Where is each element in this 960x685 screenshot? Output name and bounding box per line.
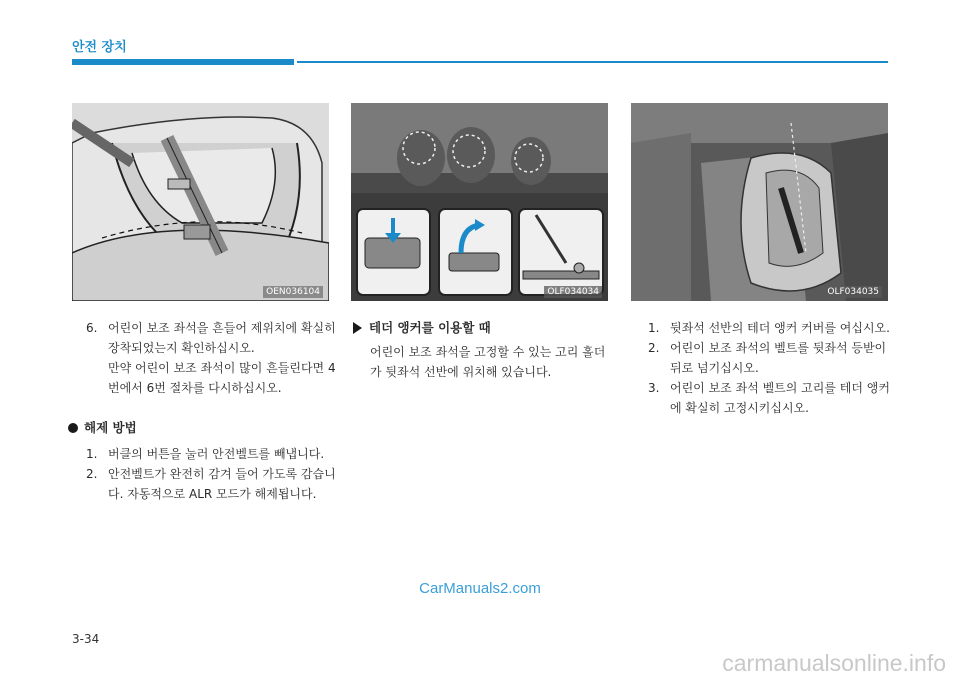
list-item: 2. 어린이 보조 좌석의 벨트를 뒷좌석 등받이 뒤로 넘기십시오.	[648, 341, 887, 375]
child-seat-belt-illustration	[72, 103, 329, 301]
installed-child-seat-photo	[631, 103, 888, 301]
column-installation-check	[86, 318, 336, 504]
tether-description: 어린이 보조 좌석을 고정할 수 있는 고리 홀더가 뒷좌석 선반에 위치해 있습니다.	[370, 345, 606, 379]
column-tether-steps	[648, 318, 898, 418]
list-item: 1. 버클의 버튼을 눌러 안전벨트를 빼냅니다.	[86, 447, 325, 461]
header-rule	[297, 61, 888, 63]
list-item: 3. 어린이 보조 좌석 벨트의 고리를 테더 앵커에 확실히 고정시키십시오.	[648, 381, 890, 415]
list-item: 2. 안전벨트가 완전히 감겨 들어 가도록 감습니다. 자동적으로 ALR 모드가 해제됩니다.	[86, 467, 336, 501]
section-title: 안전 장치	[72, 40, 127, 55]
figure-installed-child-seat	[631, 103, 888, 301]
list-item: 1. 뒷좌석 선반의 테더 앵커 커버를 여십시오.	[648, 321, 890, 335]
tether-anchor-photo	[351, 103, 608, 301]
figure-tether-anchor	[351, 103, 608, 301]
note-text: 만약 어린이 보조 좌석이 많이 흔들린다면 4번에서 6번 절차를 다시하십시오.	[108, 361, 336, 395]
triangle-icon	[353, 322, 362, 334]
watermark-link[interactable]: CarManuals2.com	[419, 580, 541, 597]
figure-code: OLF034034	[544, 286, 602, 298]
release-section-heading: 해제 방법	[68, 418, 336, 438]
figure-code: OLF034035	[824, 286, 882, 298]
footer-watermark: carmanualsonline.info	[722, 650, 946, 676]
bullet-icon	[68, 423, 78, 433]
column-tether-anchor	[353, 318, 613, 382]
figure-child-seat-belt	[72, 103, 329, 301]
figure-code: OEN036104	[263, 286, 323, 298]
list-item: 6. 어린이 보조 좌석을 흔들어 제위치에 확실히 장착되었는지 확인하십시오.	[86, 321, 336, 355]
header-bar	[72, 59, 294, 65]
tether-section-heading: 테더 앵커를 이용할 때	[353, 318, 613, 338]
page-number: 3-34	[72, 632, 100, 646]
